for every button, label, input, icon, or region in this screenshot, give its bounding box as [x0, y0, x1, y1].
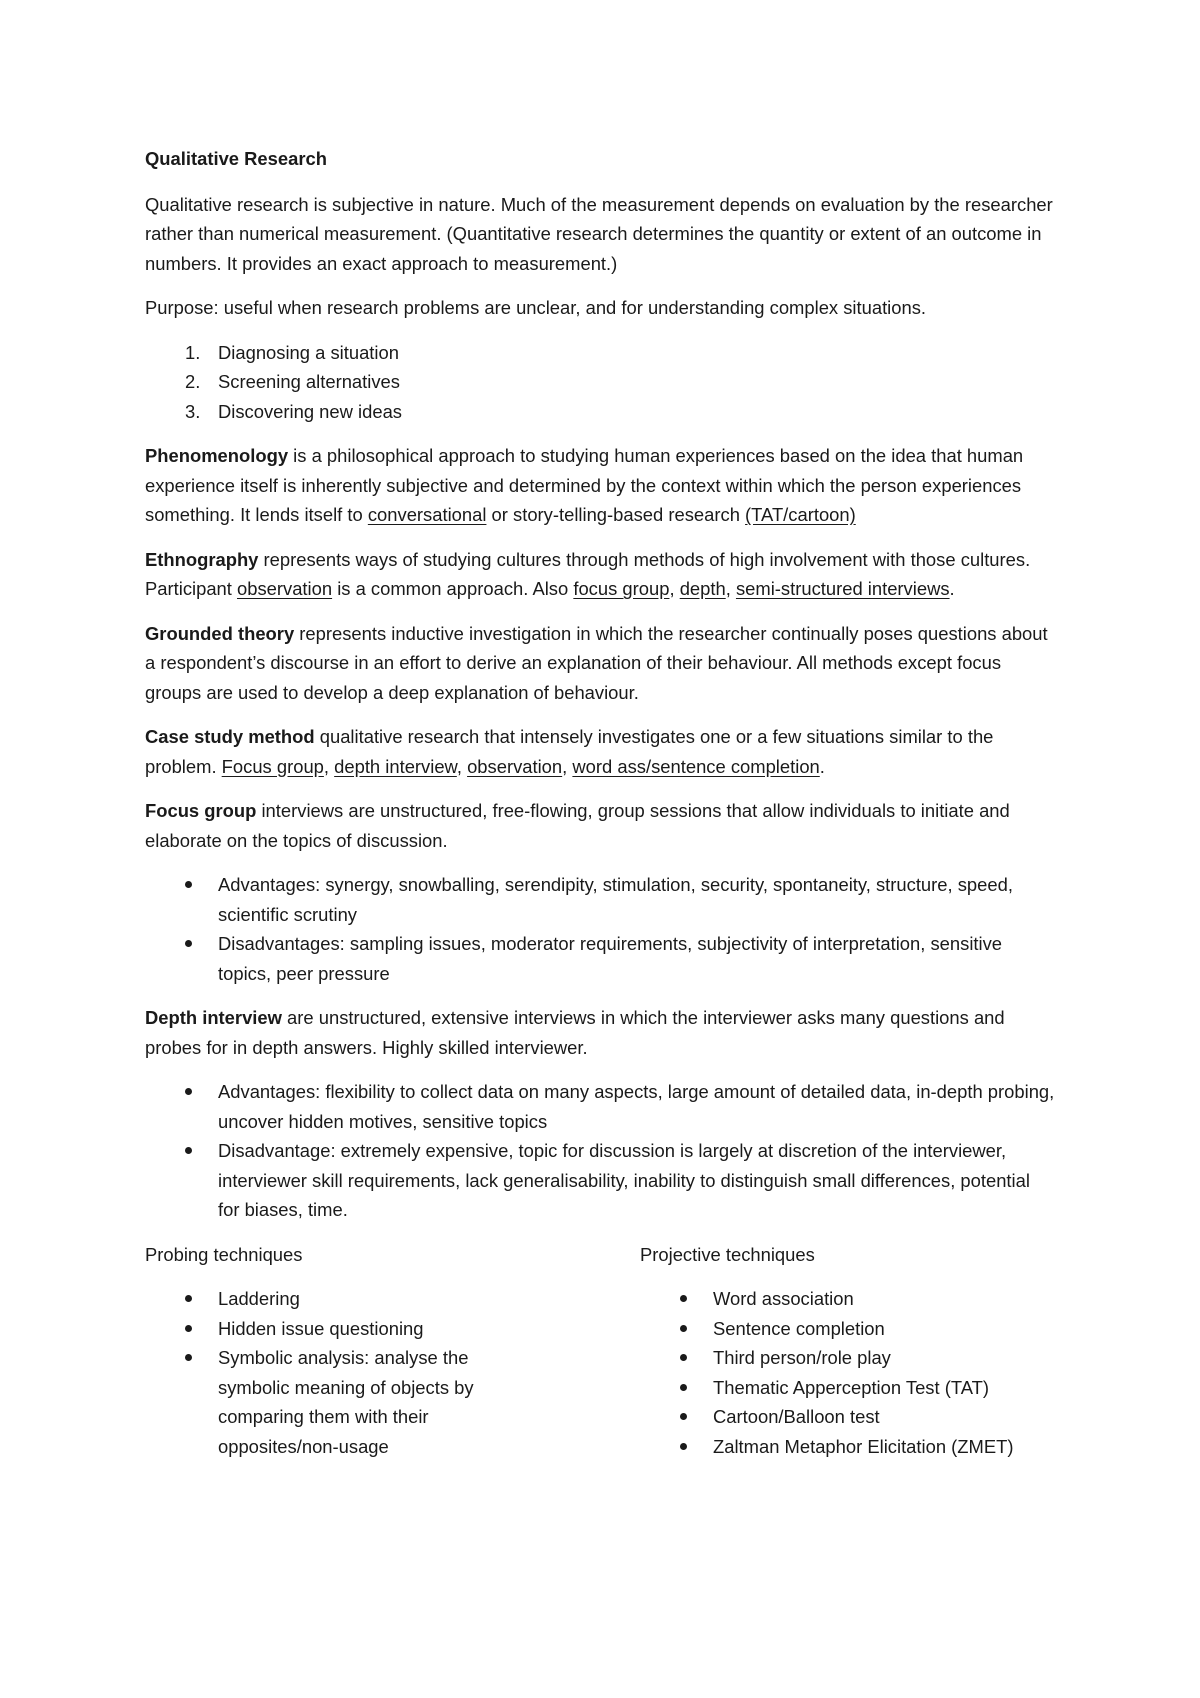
list-number: 3.	[185, 400, 201, 422]
separator: ,	[456, 755, 468, 777]
list-item-text: Zaltman Metaphor Elicitation (ZMET)	[713, 1435, 1014, 1457]
list-item	[640, 1402, 1055, 1432]
depth-interview-text: are unstructured, extensive interviews in which the interviewer asks many questions and probes for in depth answers. Highly skilled interviewer.	[145, 1007, 1005, 1058]
list-item-text: Sentence completion	[713, 1317, 885, 1339]
purpose-list	[145, 338, 1055, 427]
probing-column	[145, 1240, 640, 1477]
list-number: 2.	[185, 371, 201, 392]
underlined-term: depth	[679, 578, 726, 599]
list-item	[145, 367, 1055, 397]
list-item-text: Symbolic analysis: analyse the symbolic meaning of objects by comparing them with their opposites/non-usage	[218, 1347, 474, 1457]
bullet-icon	[680, 1295, 687, 1302]
probing-list	[145, 1284, 640, 1461]
intro-paragraph: Qualitative research is subjective in nature. Much of the measurement depends on evaluation by the researcher rather than numerical measurement. (Quantitative research determines the quantity or extent of an outcome in numbers. It provides an exact approach to measurement.)	[145, 193, 1053, 274]
list-item-text: Thematic Apperception Test (TAT)	[713, 1376, 989, 1398]
ethnography-text: is a common approach. Also	[332, 578, 574, 599]
list-item	[640, 1432, 1055, 1462]
list-item-text: Disadvantage: extremely expensive, topic for discussion is largely at discretion of the interviewer, interviewer skill requirements, lack generalisability, inability to distinguish small differences, potential for biases, time.	[218, 1140, 1030, 1220]
projective-heading: Projective techniques	[640, 1243, 815, 1265]
probing-heading: Probing techniques	[145, 1243, 303, 1265]
underlined-term: (TAT/cartoon)	[745, 504, 856, 525]
separator: ,	[669, 578, 680, 599]
separator: ,	[562, 755, 573, 777]
list-item	[145, 1077, 1055, 1136]
underlined-term: observation	[237, 578, 333, 599]
underlined-term: observation	[467, 755, 563, 777]
bullet-icon	[680, 1443, 687, 1450]
ethnography-term: Ethnography	[145, 548, 259, 570]
underlined-term: semi-structured interviews	[735, 578, 950, 599]
focus-group-list	[145, 870, 1055, 988]
list-item-text: Word association	[713, 1288, 854, 1309]
case-study-paragraph	[145, 722, 1055, 781]
list-item	[145, 1314, 640, 1344]
list-item-text: Discovering new ideas	[218, 400, 402, 422]
list-item	[145, 397, 1055, 427]
purpose-paragraph: Purpose: useful when research problems are unclear, and for understanding complex situations.	[145, 297, 927, 318]
grounded-theory-term: Grounded theory	[145, 622, 295, 644]
bullet-icon	[680, 1413, 687, 1420]
underlined-term: focus group	[573, 578, 670, 599]
ethnography-paragraph	[145, 545, 1055, 604]
bullet-icon	[185, 881, 192, 888]
phenomenology-paragraph	[145, 441, 1055, 530]
list-item	[145, 1136, 1055, 1225]
techniques-columns	[145, 1240, 1055, 1477]
bullet-icon	[680, 1325, 687, 1332]
list-item-text: Disadvantages: sampling issues, moderator requirements, subjectivity of interpretation, sensitive topics, peer pressure	[218, 933, 1003, 984]
case-study-term: Case study method	[145, 726, 315, 747]
focus-group-term: Focus group	[145, 800, 257, 821]
list-item-text: Screening alternatives	[218, 371, 400, 392]
depth-interview-paragraph	[145, 1003, 1055, 1062]
underlined-term: word ass/sentence completion	[572, 755, 820, 777]
phenomenology-text: or story-telling-based research	[486, 504, 746, 525]
list-item	[145, 338, 1055, 368]
bullet-icon	[185, 1325, 192, 1332]
case-study-text: qualitative research that intensely investigates one or a few situations similar to the problem.	[145, 726, 994, 777]
bullet-icon	[680, 1354, 687, 1361]
list-number: 1.	[185, 341, 201, 363]
page-title: Qualitative Research	[145, 148, 327, 169]
phenomenology-term: Phenomenology	[145, 445, 289, 466]
list-item	[145, 929, 1055, 988]
list-item-text: Laddering	[218, 1288, 300, 1309]
separator: ,	[323, 755, 335, 777]
list-item	[145, 1343, 640, 1461]
depth-interview-term: Depth interview	[145, 1007, 282, 1028]
projective-column	[640, 1240, 1055, 1477]
list-item-text: Advantages: flexibility to collect data on many aspects, large amount of detailed data, in-depth probing, uncover hidden motives, sensitive topics	[218, 1081, 1055, 1132]
list-item-text: Hidden issue questioning	[218, 1317, 424, 1339]
projective-list	[640, 1284, 1055, 1461]
phenomenology-text: is a philosophical approach to studying human experiences based on the idea that human experience itself is inherently subjective and determined by the context within which the person experiences something. It lends itself to	[145, 445, 1024, 525]
bullet-icon	[185, 1295, 192, 1302]
separator: .	[949, 578, 955, 599]
bullet-icon	[185, 1354, 192, 1361]
grounded-theory-paragraph	[145, 619, 1055, 708]
grounded-theory-text: represents inductive investigation in which the researcher continually poses questions about a respondent’s discourse in an effort to derive an explanation of their behaviour. All methods except focus groups are used to develop a deep explanation of behaviour.	[145, 622, 1048, 703]
bullet-icon	[185, 1147, 192, 1154]
separator: .	[819, 755, 825, 777]
focus-group-paragraph	[145, 796, 1055, 855]
separator: ,	[725, 578, 736, 599]
ethnography-text: represents ways of studying cultures through methods of high involvement with those cultures. Participant	[145, 548, 1031, 599]
list-item-text: Cartoon/Balloon test	[713, 1406, 880, 1427]
list-item-text: Diagnosing a situation	[218, 341, 399, 363]
bullet-icon	[185, 1088, 192, 1095]
bullet-icon	[185, 940, 192, 947]
list-item-text: Advantages: synergy, snowballing, serendipity, stimulation, security, spontaneity, structure, speed, scientific scrutiny	[218, 874, 1013, 925]
list-item	[145, 1284, 640, 1314]
list-item	[145, 870, 1055, 929]
focus-group-text: interviews are unstructured, free-flowing, group sessions that allow individuals to initiate and elaborate on the topics of discussion.	[145, 800, 1010, 851]
list-item	[640, 1373, 1055, 1403]
list-item	[640, 1343, 1055, 1373]
depth-interview-list	[145, 1077, 1055, 1225]
list-item	[640, 1314, 1055, 1344]
list-item	[640, 1284, 1055, 1314]
underlined-term: conversational	[367, 504, 487, 525]
list-item-text: Third person/role play	[713, 1347, 891, 1368]
underlined-term: depth interview	[334, 755, 457, 777]
underlined-term: Focus group	[221, 755, 324, 777]
bullet-icon	[680, 1384, 687, 1391]
